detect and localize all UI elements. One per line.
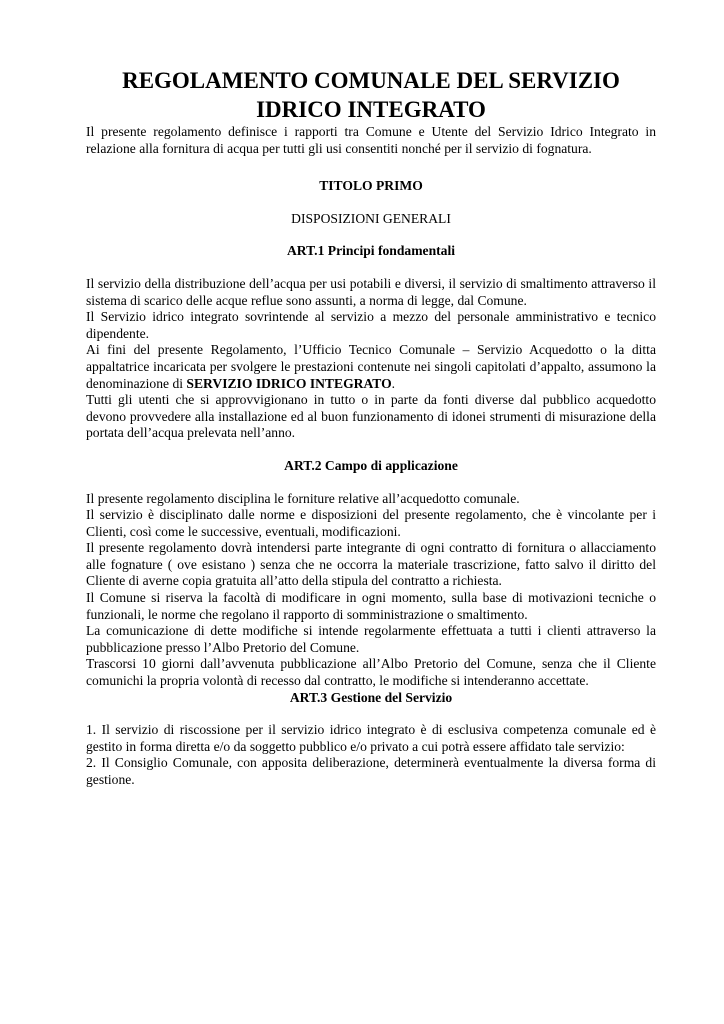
art1-paragraph-1: Il servizio della distribuzione dell’acqua per usi potabili e diversi, il servizio di smaltimento attraverso il sistema di scarico delle acque reflue sono assunti, a norma di legge, dal Comune. bbox=[86, 275, 656, 308]
titolo-primo-heading: TITOLO PRIMO bbox=[319, 178, 423, 194]
art1-p3-text: Ai fini del presente Regolamento, l’Ufficio Tecnico Comunale – Servizio Acquedotto o la ditta appaltatrice incaricata per svolgere le prestazioni contenute nei singoli capitolati d’appalto, assumono la denominazione di bbox=[86, 342, 656, 391]
art2-paragraph-2: Il servizio è disciplinato dalle norme e disposizioni del presente regolamento, che è vincolante per i Clienti, così come le successive, eventuali, modificazioni. bbox=[86, 507, 656, 539]
disposizioni-generali-heading: DISPOSIZIONI GENERALI bbox=[291, 210, 451, 226]
document-page bbox=[86, 66, 656, 789]
art2-paragraph-5: La comunicazione di dette modifiche si intende regolarmente effettuata a tutti i clienti attraverso la pubblicazione presso l’Albo Pretorio del Comune. bbox=[86, 623, 656, 655]
art1-paragraph-2: Il Servizio idrico integrato sovrintende al servizio a mezzo del personale amministrativo e tecnico dipendente. bbox=[86, 309, 656, 341]
intro-paragraph: Il presente regolamento definisce i rapporti tra Comune e Utente del Servizio Idrico Integrato in relazione alla fornitura di acqua per tutti gli usi consentiti nonché per il servizio di fognatura. bbox=[86, 124, 656, 156]
art2-paragraph-3: Il presente regolamento dovrà intendersi parte integrante di ogni contratto di fornitura o allacciamento alle fognature ( ove esistano ) senza che ne occorra la materiale trascrizione, fatto salvo il diritto del Cliente di averne copia gratuita all’atto della stipula del contratto a richiesta. bbox=[86, 540, 656, 589]
art1-heading: ART.1 Principi fondamentali bbox=[286, 243, 456, 259]
art2-paragraph-4: Il Comune si riserva la facoltà di modificare in ogni momento, sulla base di motivazioni tecniche o funzionali, le norme che regolano il rapporto di somministrazione o smaltimento. bbox=[86, 590, 656, 622]
title-line-1: REGOLAMENTO COMUNALE DEL SERVIZIO bbox=[122, 68, 620, 93]
art1-p3-end: . bbox=[391, 375, 396, 391]
document-title bbox=[86, 66, 656, 124]
art2-paragraph-6: Trascorsi 10 giorni dall’avvenuta pubblicazione all’Albo Pretorio del Comune, senza che il Cliente comunichi la propria volontà di recesso dal contratto, le modifiche si intenderanno accettate. bbox=[86, 656, 656, 689]
art2-paragraph-1: Il presente regolamento disciplina le forniture relative all’acquedotto comunale. bbox=[86, 490, 520, 506]
art1-paragraph-4: Tutti gli utenti che si approvvigionano in tutto o in parte da fonti diverse dal pubblico acquedotto devono provvedere alla installazione ed al buon funzionamento di idonei strumenti di misurazione della portata dell’acqua prelevata nell’anno. bbox=[86, 392, 656, 441]
title-line-2: IDRICO INTEGRATO bbox=[256, 97, 486, 122]
art1-p3-bold-term: SERVIZIO IDRICO INTEGRATO bbox=[186, 375, 392, 391]
art1-paragraph-3 bbox=[86, 342, 656, 392]
art3-paragraph-1: 1. Il servizio di riscossione per il servizio idrico integrato è di esclusiva competenza comunale ed è gestito in forma diretta e/o da soggetto pubblico e/o privato a cui potrà essere affidato tale servizio: bbox=[86, 722, 656, 754]
art2-heading: ART.2 Campo di applicazione bbox=[284, 457, 458, 473]
art3-heading: ART.3 Gestione del Servizio bbox=[289, 689, 453, 705]
art1-body bbox=[86, 276, 656, 442]
art3-body bbox=[86, 722, 656, 788]
art2-body bbox=[86, 491, 656, 690]
art3-paragraph-2: 2. Il Consiglio Comunale, con apposita deliberazione, determinerà eventualmente la diversa forma di gestione. bbox=[86, 755, 656, 787]
